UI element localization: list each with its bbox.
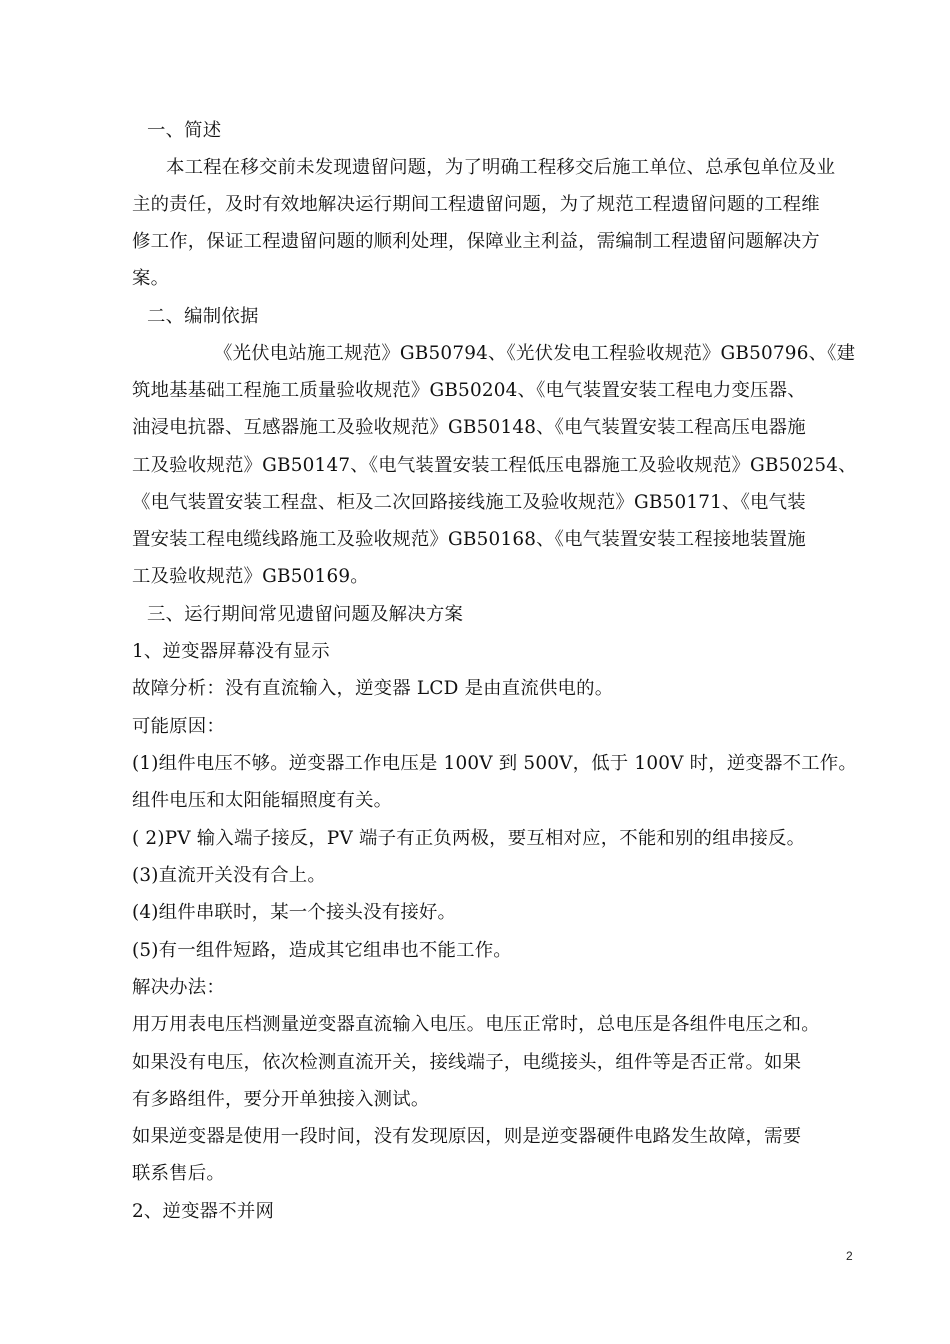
list-item: (1)组件电压不够。逆变器工作电压是 100V 到 500V，低于 100V 时，逆变器不工作。	[132, 753, 857, 774]
paragraph-line: 《电气装置安装工程盘、柜及二次回路接线施工及验收规范》GB50171、《电气装	[132, 492, 806, 513]
paragraph-line: 可能原因：	[132, 716, 225, 737]
paragraph-line: 用万用表电压档测量逆变器直流输入电压。电压正常时，总电压是各组件电压之和。	[132, 1014, 820, 1035]
paragraph-line: 故障分析：没有直流输入，逆变器 LCD 是由直流供电的。	[132, 678, 614, 699]
section-heading-basis: 二、编制依据	[147, 306, 259, 327]
paragraph-line: 组件电压和太阳能辐照度有关。	[132, 790, 393, 811]
list-item: (3)直流开关没有合上。	[132, 865, 326, 886]
section-heading-overview: 一、简述	[147, 120, 222, 141]
paragraph-line: 案。	[132, 268, 170, 289]
paragraph-line: 解决办法：	[132, 977, 225, 998]
paragraph-line: 筑地基基础工程施工质量验收规范》GB50204、《电气装置安装工程电力变压器、	[132, 380, 806, 401]
paragraph-line: 工及验收规范》GB50147、《电气装置安装工程低压电器施工及验收规范》GB50254、	[132, 455, 857, 476]
list-item: (5)有一组件短路，造成其它组串也不能工作。	[132, 940, 512, 961]
paragraph-line: 《光伏电站施工规范》GB50794、《光伏发电工程验收规范》GB50796、《建	[214, 343, 856, 364]
paragraph-line: 有多路组件，要分开单独接入测试。	[132, 1089, 430, 1110]
paragraph-line: 修工作，保证工程遗留问题的顺利处理，保障业主利益，需编制工程遗留问题解决方	[132, 231, 820, 252]
subsection-heading: 1、逆变器屏幕没有显示	[132, 641, 330, 662]
paragraph-line: 油浸电抗器、互感器施工及验收规范》GB50148、《电气装置安装工程高压电器施	[132, 417, 806, 438]
paragraph-line: 如果没有电压，依次检测直流开关，接线端子，电缆接头，组件等是否正常。如果	[132, 1052, 802, 1073]
paragraph-line: 主的责任，及时有效地解决运行期间工程遗留问题，为了规范工程遗留问题的工程维	[132, 194, 820, 215]
paragraph-line: 如果逆变器是使用一段时间，没有发现原因，则是逆变器硬件电路发生故障，需要	[132, 1126, 802, 1147]
list-item: ( 2)PV 输入端子接反，PV 端子有正负两极，要互相对应，不能和别的组串接反。	[132, 828, 806, 849]
page-number: 2	[846, 1249, 853, 1263]
paragraph-line: 联系售后。	[132, 1163, 225, 1184]
paragraph-line: 本工程在移交前未发现遗留问题，为了明确工程移交后施工单位、总承包单位及业	[166, 157, 836, 178]
paragraph-line: 置安装工程电缆线路施工及验收规范》GB50168、《电气装置安装工程接地装置施	[132, 529, 806, 550]
list-item: (4)组件串联时，某一个接头没有接好。	[132, 902, 457, 923]
paragraph-line: 工及验收规范》GB50169。	[132, 566, 369, 587]
section-heading-issues: 三、运行期间常见遗留问题及解决方案	[147, 604, 464, 625]
subsection-heading: 2、逆变器不并网	[132, 1201, 275, 1222]
